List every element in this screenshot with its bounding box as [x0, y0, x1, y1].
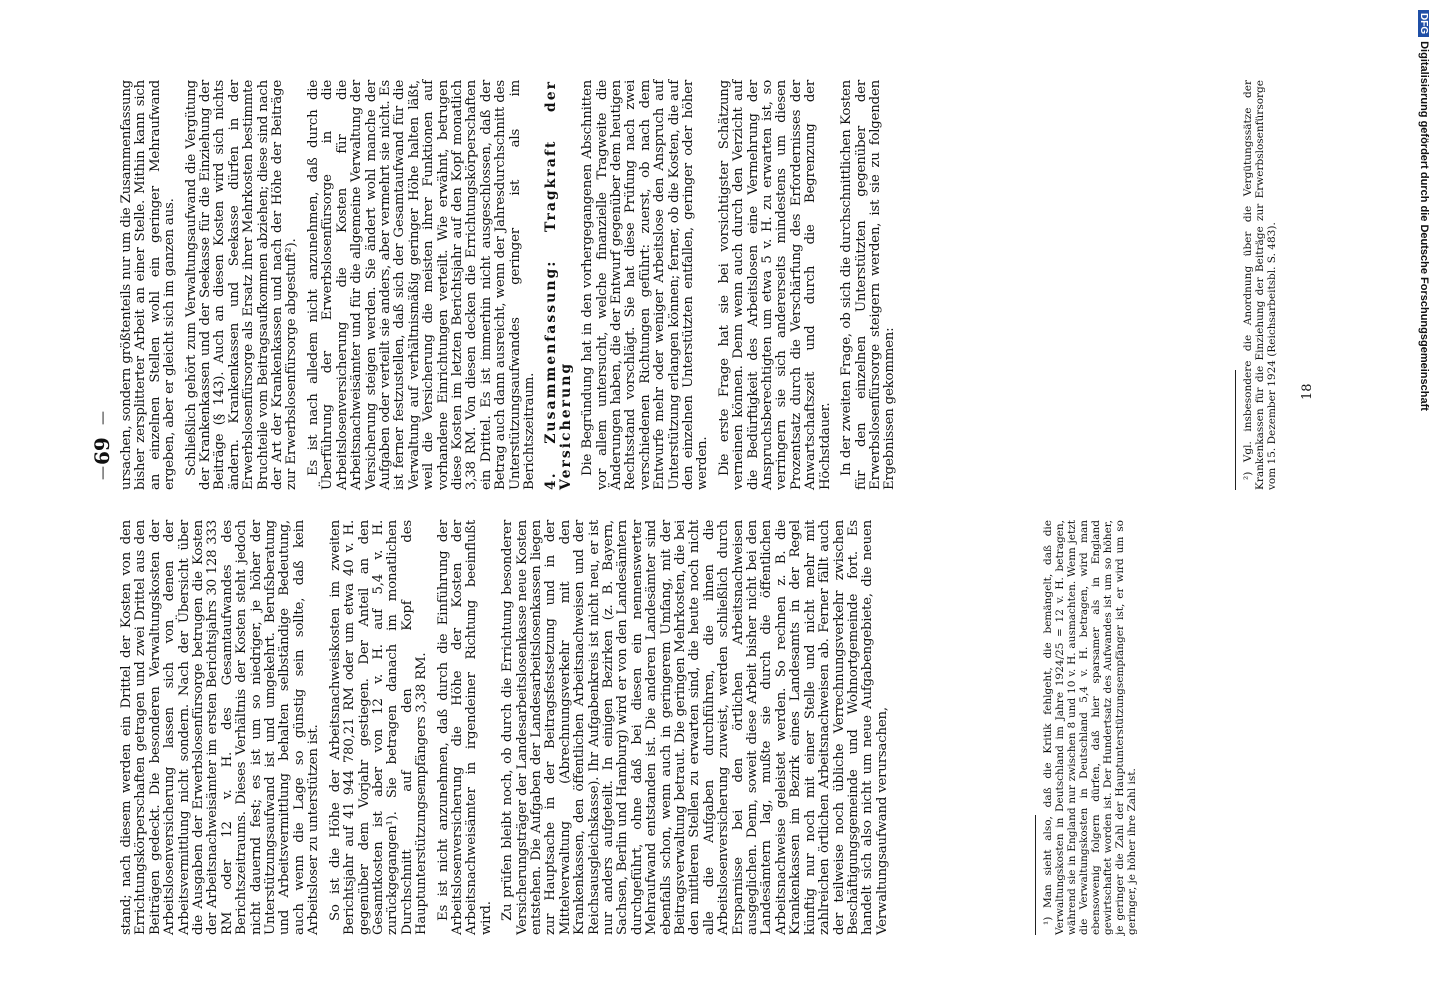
left-footnote [1042, 520, 1141, 935]
section-heading: 4. Zusammenfassung: Tragkraft der Versicherung [543, 80, 574, 490]
right-footnote [1242, 80, 1281, 490]
right-footnote-rule [1235, 370, 1236, 490]
left-paragraph-1: stand; nach diesem werden ein Drittel der Kosten von den Errichtungskörperschaften getragen und zwei Drittel aus den Beiträgen gedeckt. Die besonderen Verwaltungskosten der Arbeitslosenversicherung lassen sich von denen der Arbeitsvermittlung nicht sondern. Nach der Übersicht über die Ausgaben der Erwerbslosenfürsorge betrugen die Kosten der Arbeitsnachweisämter im ersten Berichtsjahrs 30 128 333 RM oder 12 v. H. des Gesamtaufwandes des Berichtszeitraums. Dieses Verhältnis der Kosten steht jedoch nicht dauernd fest; es ist um so niedriger, je höher der Unterstützungsaufwand ist und umgekehrt. Berufsberatung und Arbeitsvermittlung behalten selbständige Bedeutung, auch wenn die Lage so günstig sein sollte, daß kein Arbeitsloser zu unterstützen ist. [119, 520, 322, 935]
right-footnote-text: ²) Vgl. insbesondere die Anordnung über die Vergütungssätze der Krankenkassen für die Einziehung der Beiträge zur Erwerbslosenfürsorge vom 15. Dezember 1924 (Reichsarbeitsbl. S. 483). [1242, 80, 1278, 490]
dfg-logo: DFG [1418, 10, 1429, 37]
right-paragraph-4: Die Begründung hat in den vorhergegangenen Abschnitten vor allem untersucht, welche finanzielle Tragweite die Änderungen haben, die der Entwurf gegenüber dem heutigen Rechtsstand vorschlägt. Sie hat diese Prüfung nach zwei verschiedenen Richtungen geführt: zuerst, ob nach dem Entwurfe mehr oder weniger Arbeitslose den Anspruch auf Unterstützung erlangen können; ferner, ob die Kosten, die auf den einzelnen Unterstützten entfallen, geringer oder höher werden. [580, 80, 711, 490]
sheet-number: 18 [1300, 383, 1315, 400]
page-number-dash-right: — [95, 411, 111, 425]
page-number-dash-left: — [95, 466, 111, 480]
right-paragraph-2: Schließlich gehört zum Verwaltungsaufwand die Vergütung der Krankenkassen und der Seekasse für die Einziehung der Beiträge (§ 143). Auch an diesen Kosten wird sich nichts ändern. Krankenkassen und Seekasse dürfen in der Erwerbslosenfürsorge als Ersatz ihrer Mehrkosten bestimmte Bruchteile vom Beitragsaufkommen abziehen; diese sind nach der Art der Krankenkassen und nach der Höhe der Beiträge zur Erwerbslosenfürsorge abgestuft²). [183, 80, 300, 490]
left-paragraph-3: Es ist nicht anzunehmen, daß durch die Einführung der Arbeitslosenversicherung die Höhe der Kosten der Arbeitsnachweisämter in irgendeiner Richtung beeinflußt wird. [435, 520, 494, 935]
right-paragraph-6: In der zweiten Frage, ob sich die durchschnittlichen Kosten für den einzelnen Unterstützten gegenüber der Erwerbslosenfürsorge steigern werden, ist sie zu folgenden Ergebnissen gekommen: [839, 80, 898, 490]
left-footnote-rule [1035, 815, 1036, 935]
right-paragraph-1: ursachen, sondern größtenteils nur um die Zusammenfassung bisher zersplitterter Arbeit an einer Stelle. Mithin kann sich an einzelnen Stellen wohl ein geringer Mehraufwand ergeben, aber er gleicht sich im ganzen aus. [119, 80, 178, 490]
left-footnote-text: ¹) Man sieht also, daß die Kritik fehlgeht, die bemängelt, daß die Verwaltungskosten in Deutschland im Jahre 1924/25 = 12 v. H. betragen, während sie in England nur zwischen 8 und 10 v. H. ausmachten. Wenn jetzt die Verwaltungskosten in Deutschland 5,4 v. H. betragen, wird man ebensowenig folgern dürfen, daß hier sparsamer als in England gewirtschaftet worden ist. Der Hundertsatz des Aufwandes ist um so höher, je geringer die Zahl der Hauptunterstützungsempfänger ist, er wird um so geringer, je höher ihre Zahl ist. [1042, 520, 1138, 935]
digitization-credit-text: Digitalisierung gefördert durch die Deutsche Forschungsgemeinschaft [1418, 41, 1430, 411]
digitization-credit [1418, 10, 1430, 411]
left-paragraph-2: So ist die Höhe der Arbeitsnachweiskosten im zweiten Berichtsjahr auf 41 944 780,21 RM oder um etwa 40 v. H. gegenüber dem Vorjahr gestiegen. Der Anteil an den Gesamtkosten ist aber von 12 v. H. auf 5,4 v. H. zurückgegangen¹). Sie betragen danach im monatlichen Durchschnitt auf den Kopf des Hauptunterstützungsempfängers 3,38 RM. [327, 520, 430, 935]
right-paragraph-5: Die erste Frage hat sie bei vorsichtigster Schätzung verneinen können. Denn wenn auch durch den Verzicht auf die Bedürftigkeit des Arbeitslosen eine Vermehrung der Anspruchsberechtigten um etwa 5 v. H. zu erwarten ist, so verringern sie sich andererseits mindestens um diesen Prozentsatz durch die Verschärfung des Erfordernisses der Anwartschaftszeit und durch die Begrenzung der Höchstdauer. [716, 80, 833, 490]
left-paragraph-4: Zu prüfen bleibt noch, ob durch die Errichtung besonderer Versicherungsträger der Landesarbeitslosenkasse neue Kosten entstehen. Die Aufgaben der Landesarbeitslosenkassen liegen zur Hauptsache in der Beitragsfestsetzung und in der Mittelverwaltung (Abrechnungsverkehr mit den Krankenkassen, den öffentlichen Arbeitsnachweisen und der Reichsausgleichskasse). Ihr Aufgabenkreis ist nicht neu, er ist nur anders aufgeteilt. In einigen Bezirken (z. B. Bayern, Sachsen, Berlin und Hamburg) wird er von den Landesämtern durchgeführt, ohne daß bei diesen ein nennenswerter Mehraufwand entstanden ist. Die anderen Landesämter sind ebenfalls schon, wenn auch in geringerem Umfang, mit der Beitragsverwaltung betraut. Die geringen Mehrkosten, die bei den mittleren Stellen zu erwarten sind, die heute noch nicht alle die Aufgaben durchführen, die ihnen die Arbeitslosenversicherung zuweist, werden schließlich durch Ersparnisse bei den örtlichen Arbeitsnachweisen ausgeglichen. Denn, soweit diese Arbeit bisher nicht bei den Landesämtern lag, mußte sie durch die öffentlichen Arbeitsnachweise geleistet werden. So rechnen z. B. die Krankenkassen im Bezirk eines Landesamts in der Regel künftig nur noch mit einer Stelle und nicht mehr mit zahlreichen örtlichen Arbeitsnachweisen ab. Ferner fällt auch der teilweise noch übliche Verrechnungsverkehr zwischen Beschäftigungsgemeinde und Wohnortgemeinde fort. Es handelt sich also nicht um neue Aufgabengebiete, die neuen Verwaltungsaufwand verursachen, [500, 520, 890, 935]
right-column [120, 80, 905, 490]
right-paragraph-3: Es ist nach alledem nicht anzunehmen, daß durch die Überführung der Erwerbslosenfürsorge in die Arbeitslosenversicherung die Kosten für die Arbeitsnachweisämter und für die allgemeine Verwaltung der Versicherung steigen werden. Sie ändert wohl manche der Aufgaben oder verteilt sie anders, aber vermehrt sie nicht. Es ist ferner festzustellen, daß sich der Gesamtaufwand für die Verwaltung auf verhältnismäßig geringer Höhe halten läßt, weil die Versicherung die meisten ihrer Funktionen auf vorhandene Einrichtungen verteilt. Wie erwähnt, betrugen diese Kosten im letzten Berichtsjahr auf den Kopf monatlich 3,38 RM. Von diesen decken die Errichtungskörperschaften ein Drittel. Es ist immerhin nicht ausgeschlossen, daß der Betrag auch dann ausreicht, wenn der Jahresdurchschnitt des Unterstützungsaufwandes geringer ist als im Berichtszeitraum. [305, 80, 537, 490]
page-number: 69 [90, 437, 114, 465]
left-column [120, 520, 897, 935]
